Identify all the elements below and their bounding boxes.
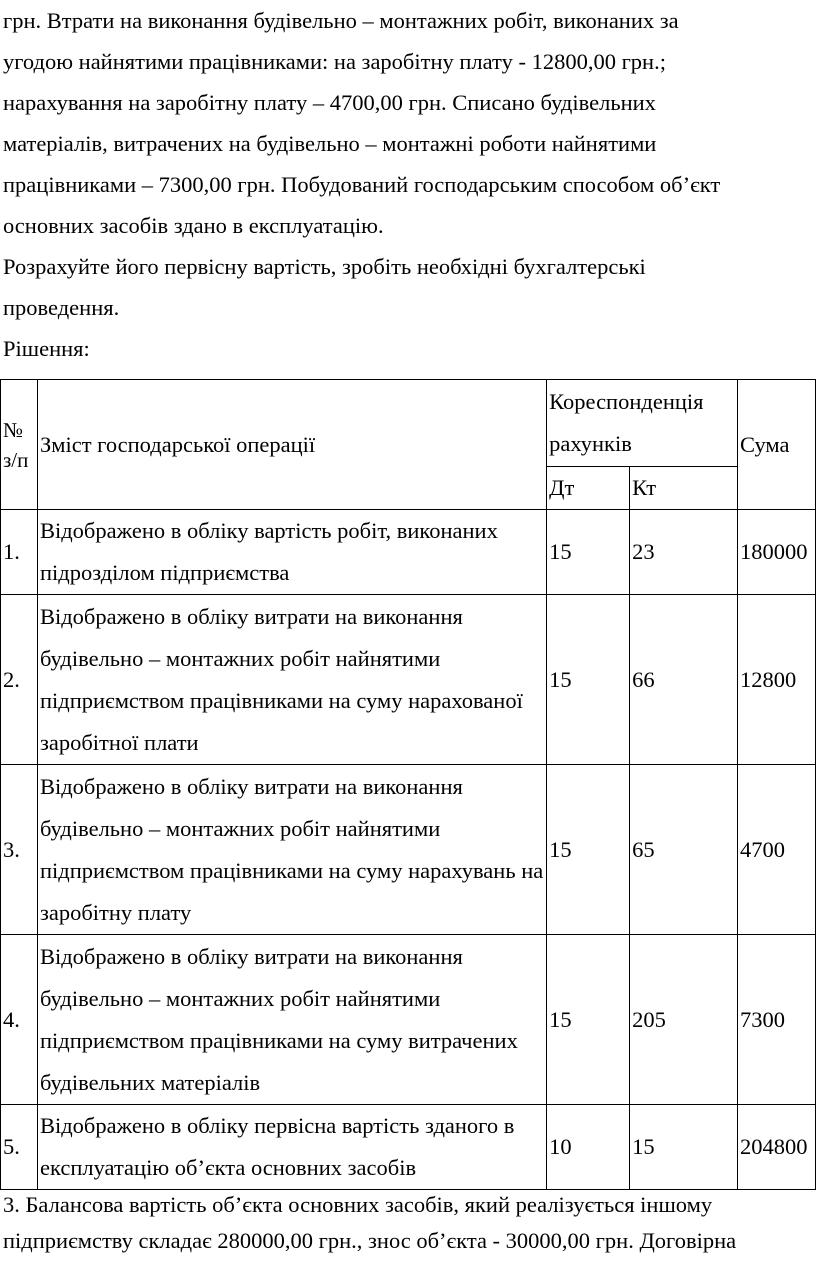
row-debit: 10 xyxy=(547,1105,630,1190)
operations-table xyxy=(0,379,816,1190)
row-debit: 15 xyxy=(547,765,630,935)
intro-line-5: працівниками – 7300,00 грн. Побудований господарським способом об’єкт xyxy=(3,172,721,197)
intro-line-6: основних засобів здано в експлуатацію. xyxy=(3,213,384,238)
header-debit: Дт xyxy=(547,467,630,510)
table-row xyxy=(1,935,816,1105)
row-debit: 15 xyxy=(547,595,630,765)
table-row xyxy=(1,1105,816,1190)
table-header-row xyxy=(1,380,816,467)
intro-line-4: матеріалів, витрачених на будівельно – монтажні роботи найнятими xyxy=(3,131,657,156)
row-debit: 15 xyxy=(547,510,630,595)
row-operation-text: Відображено в обліку витрати на виконання будівельно – монтажних робіт найнятими підприємством працівниками на суму нарахованої заробітної плати xyxy=(37,595,546,765)
row-number: 1. xyxy=(1,510,38,595)
intro-line-1: грн. Втрати на виконання будівельно – монтажних робіт, виконаних за xyxy=(3,8,679,33)
row-amount: 4700 xyxy=(738,765,816,935)
row-amount: 180000 xyxy=(738,510,816,595)
header-amount: Сума xyxy=(738,380,816,510)
header-credit: Кт xyxy=(630,467,738,510)
row-operation-text: Відображено в обліку вартість робіт, виконаних підрозділом підприємства xyxy=(37,510,546,595)
header-correspondence: Кореспонденція рахунків xyxy=(547,380,738,467)
row-operation-text: Відображено в обліку витрати на виконання будівельно – монтажних робіт найнятими підприємством працівниками на суму витрачених будівельних матеріалів xyxy=(37,935,546,1105)
row-operation-text: Відображено в обліку витрати на виконання будівельно – монтажних робіт найнятими підприємством працівниками на суму нарахувань на заробітну плату xyxy=(37,765,546,935)
tail-line-1: 3. Балансова вартість об’єкта основних засобів, який реалізується іншому xyxy=(3,1192,713,1217)
table-row xyxy=(1,765,816,935)
row-debit: 15 xyxy=(547,935,630,1105)
header-number-line1: № xyxy=(3,417,24,442)
table-row xyxy=(1,510,816,595)
row-amount: 7300 xyxy=(738,935,816,1105)
row-credit: 205 xyxy=(630,935,738,1105)
row-number: 2. xyxy=(1,595,38,765)
row-credit: 15 xyxy=(630,1105,738,1190)
task-line-1: Розрахуйте його первісну вартість, зробіть необхідні бухгалтерські xyxy=(3,254,646,279)
row-number: 4. xyxy=(1,935,38,1105)
row-credit: 23 xyxy=(630,510,738,595)
row-credit: 65 xyxy=(630,765,738,935)
row-number: 5. xyxy=(1,1105,38,1190)
row-number: 3. xyxy=(1,765,38,935)
intro-line-3: нарахування на заробітну плату – 4700,00 грн. Списано будівельних xyxy=(3,90,656,115)
row-amount: 12800 xyxy=(738,595,816,765)
intro-line-2: угодою найнятими працівниками: на заробітну плату - 12800,00 грн.; xyxy=(3,49,666,74)
row-credit: 66 xyxy=(630,595,738,765)
task-line-2: проведення. xyxy=(3,295,120,320)
tail-line-2: підприємству складає 280000,00 грн., знос об’єкта - 30000,00 грн. Договірна xyxy=(3,1228,737,1253)
solution-label: Рішення: xyxy=(3,336,90,361)
row-amount: 204800 xyxy=(738,1105,816,1190)
header-number xyxy=(1,380,38,510)
table-row xyxy=(1,595,816,765)
row-operation-text: Відображено в обліку первісна вартість зданого в експлуатацію об’єкта основних засобів xyxy=(37,1105,546,1190)
header-operation: Зміст господарської операції xyxy=(37,380,546,510)
header-number-line2: з/п xyxy=(3,447,29,472)
